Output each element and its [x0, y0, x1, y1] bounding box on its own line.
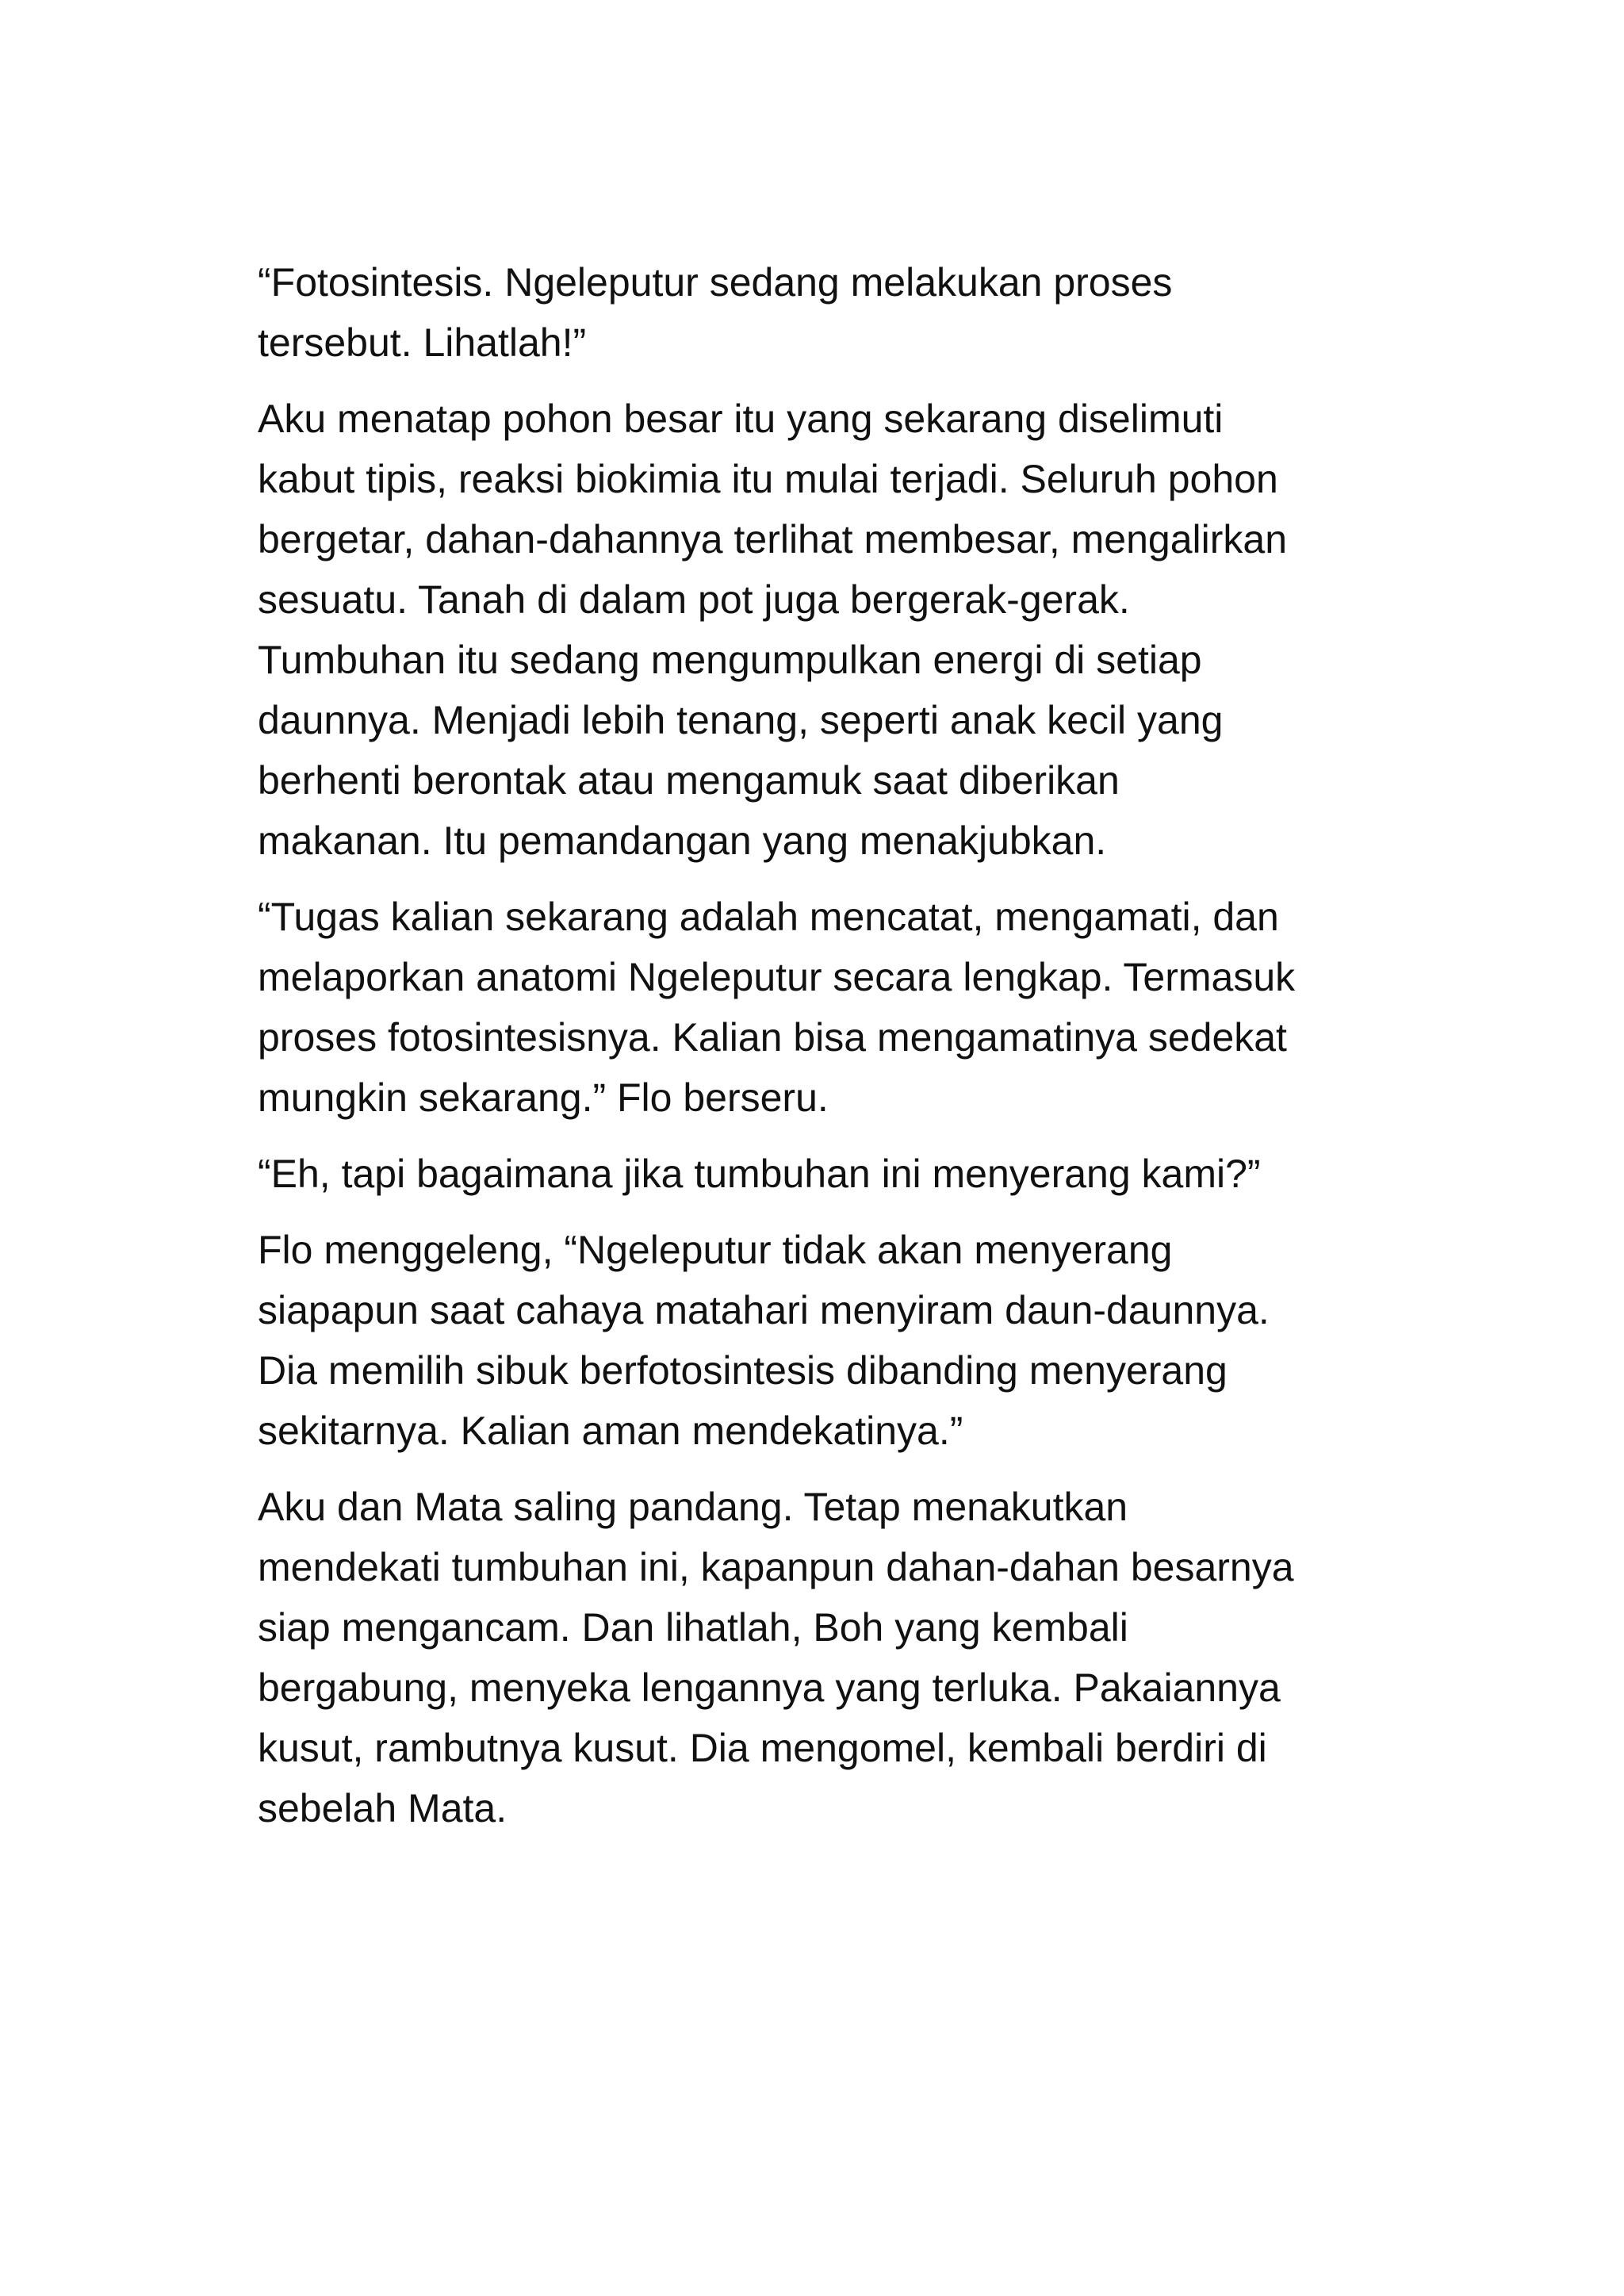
paragraph-5: Flo menggeleng, “Ngeleputur tidak akan menyerang siapapun saat cahaya matahari menyiram daun-daunnya. Dia memilih sibuk berfotosintesis dibanding menyerang sekitarnya. Kalian aman mendekatinya.” — [258, 1228, 1270, 1453]
body-text — [258, 252, 1400, 1854]
paragraph-3: “Tugas kalian sekarang adalah mencatat, mengamati, dan melaporkan anatomi Ngeleputur secara lengkap. Termasuk proses fotosintesisnya. Kalian bisa mengamatinya sedekat mungkin sekarang.” Flo berseru. — [258, 895, 1296, 1120]
paragraph-1: “Fotosintesis. Ngeleputur sedang melakukan proses tersebut. Lihatlah!” — [258, 260, 1173, 365]
paragraph-2: Aku menatap pohon besar itu yang sekarang diselimuti kabut tipis, reaksi biokimia itu mulai terjadi. Seluruh pohon bergetar, dahan-dahannya terlihat membesar, mengalirkan sesuatu. Tanah di dalam pot juga bergerak-gerak. Tumbuhan itu sedang mengumpulkan energi di setiap daunnya. Menjadi lebih tenang, seperti anak kecil yang berhenti berontak atau mengamuk saat diberikan makanan. Itu pemandangan yang menakjubkan. — [258, 397, 1288, 863]
paragraph-4: “Eh, tapi bagaimana jika tumbuhan ini menyerang kami?” — [258, 1152, 1261, 1196]
paragraph-6: Aku dan Mata saling pandang. Tetap menakutkan mendekati tumbuhan ini, kapanpun dahan-dahan besarnya siap mengancam. Dan lihatlah, Boh yang kembali bergabung, menyeka lengannya yang terluka. Pakaiannya kusut, rambutnya kusut. Dia mengomel, kembali berdiri di sebelah Mata. — [258, 1485, 1294, 1830]
